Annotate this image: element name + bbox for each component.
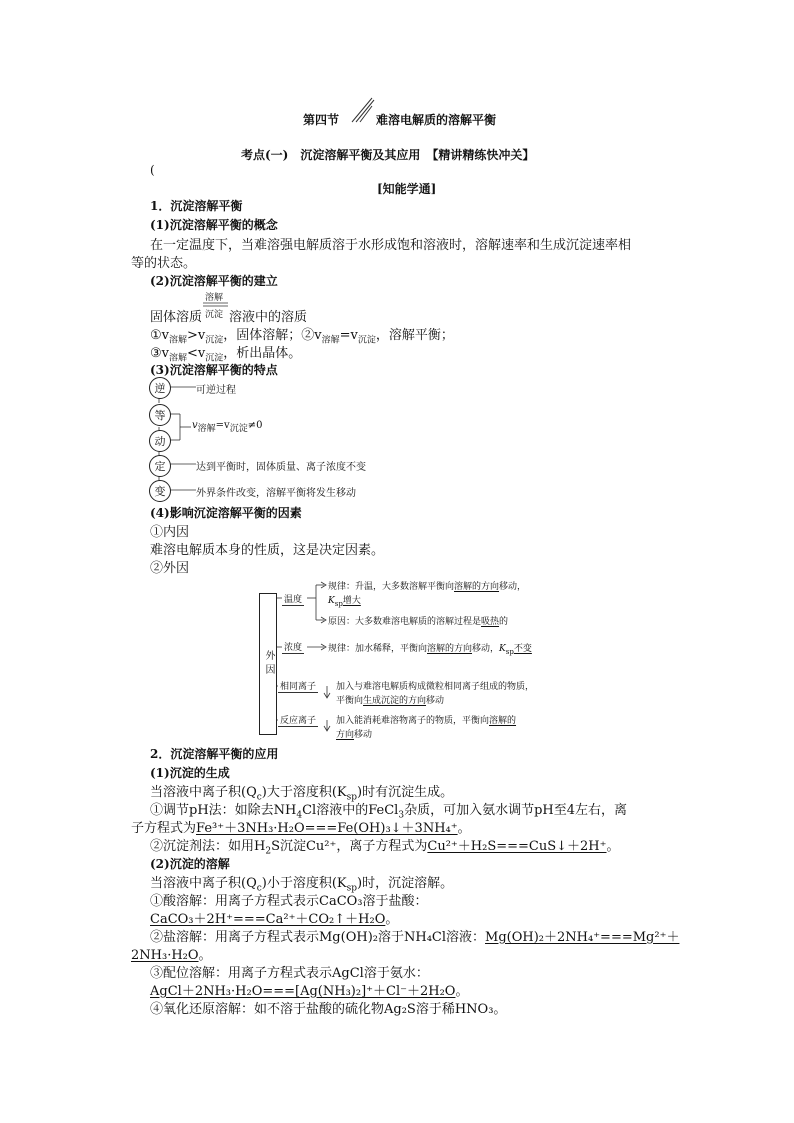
feature-ding-circle: 定 (149, 455, 171, 477)
factor-temperature: 温度 (282, 592, 304, 606)
section-title: 难溶电解质的溶解平衡 (376, 113, 497, 127)
subheading-1-3: (3)沉淀溶解平衡的特点 (150, 363, 278, 377)
coord-dissolve-line1: ③配位溶解：用离子方程式表示AgCl溶于氨水： (150, 966, 429, 981)
zhineng-heading: [知能学通] (377, 182, 437, 196)
case-line-a: $①v_{溶解}>v_{沉淀}$，固体溶解；$②v_{溶解}=v_{沉淀}$，溶解平衡； (150, 328, 454, 346)
external-factors-root: 外因 (259, 593, 277, 735)
common-ion-line2: 平衡向生成沉淀的方向移动 (336, 696, 445, 706)
paragraph-concept-b: 等的状态。 (131, 256, 197, 271)
heading-1: 1．沉淀溶解平衡 (150, 199, 243, 213)
temp-reason: 原因：大多数难溶电解质的溶解过程是吸热的 (328, 617, 509, 627)
temp-rule-line1: 规律：升温，大多数溶解平衡向溶解的方向移动， (328, 582, 527, 592)
ph-method-line1: ①调节pH法：如除去$NH_4Cl$溶液中的FeCl$_3$杂质，可加入氨水调节pH至4左右，离 (150, 803, 627, 821)
acid-dissolve-line1: ①酸溶解：用离子方程式表示CaCO₃溶于盐酸： (150, 894, 428, 909)
redox-dissolve: ④氧化还原溶解：如不溶于盐酸的硫化物Ag₂S溶于稀HNO₃。 (150, 1002, 507, 1017)
paragraph-concept-a: 在一定温度下，当难溶强电解质溶于水形成饱和溶液时，溶解速率和生成沉淀速率相 (150, 238, 632, 253)
heading-2: 2．沉淀溶解平衡的应用 (150, 747, 279, 761)
feature-ni-desc: 可逆过程 (196, 385, 236, 396)
factor-concentration: 浓度 (282, 640, 304, 654)
est-left: 固体溶质 (150, 310, 203, 325)
inner-factor-heading: ①内因 (150, 525, 190, 540)
feature-bian-desc: 外界条件改变，溶解平衡将发生移动 (196, 488, 356, 499)
subheading-1-1: (1)沉淀溶解平衡的概念 (150, 218, 278, 232)
precip-condition: 当溶液中离子积$(Q_c)$大于溶度积$(K_{sp})$时有沉淀生成。 (150, 785, 454, 803)
stray-paren: ( (150, 163, 155, 177)
subheading-1-4: (4)影响沉淀溶解平衡的因素 (150, 506, 302, 520)
precipitant-method: ②沉淀剂法：如用$H_2S$沉淀Cu²⁺，离子方程式为Cu²⁺＋H₂S===CuS↓＋2H⁺。 (150, 839, 620, 857)
temp-rule-line2: $K_{sp}$增大 (328, 596, 361, 608)
section-number: 第四节 (303, 113, 340, 127)
subheading-1-2: (2)沉淀溶解平衡的建立 (150, 274, 278, 288)
ph-method-line2: 子方程式为Fe³⁺＋3NH₃·H₂O===Fe(OH)₃↓＋3NH₄⁺。 (131, 821, 471, 836)
feature-bian-circle: 变 (149, 480, 171, 502)
dissolve-condition: 当溶液中离子积$(Q_c)$小于溶度积$(K_{sp})$时，沉淀溶解。 (150, 876, 454, 894)
outer-factor-heading: ②外因 (150, 561, 190, 576)
feature-deng-dong-desc: $v_{溶解}=v_{沉淀}\ne 0$ (192, 420, 263, 434)
factor-common-ion: 相同离子 (278, 679, 318, 693)
feature-ding-desc: 达到平衡时，固体质量、离子浓度不变 (196, 462, 366, 473)
est-top-label: 溶解 (205, 293, 224, 303)
reacting-ion-line1: 加入能消耗难溶物离子的物质，平衡向溶解的 (336, 716, 517, 726)
feature-deng-circle: 等 (149, 404, 171, 426)
conc-rule: 规律：加水稀释，平衡向溶解的方向移动，$K_{sp}$不变 (328, 644, 532, 656)
common-ion-line1: 加入与难溶电解质构成微粒相同离子组成的物质， (336, 682, 535, 692)
feature-dong-circle: 动 (149, 430, 171, 452)
salt-dissolve-line1: ②盐溶解：用离子方程式表示Mg(OH)₂溶于NH₄Cl溶液：Mg(OH)₂＋2NH₄⁺===Mg²⁺＋ (150, 930, 680, 945)
est-right: 溶液中的溶质 (229, 310, 308, 325)
est-bottom-label: 沉淀 (205, 310, 224, 320)
kaodian-title: 考点(一) 沉淀溶解平衡及其应用 【精讲精练快冲关】 (241, 148, 535, 162)
salt-dissolve-line2: 2NH₃·H₂O。 (131, 948, 212, 963)
subheading-2-1: (1)沉淀的生成 (150, 766, 230, 780)
reacting-ion-line2: 方向移动 (336, 730, 373, 740)
factor-reacting-ion: 反应离子 (278, 713, 318, 727)
case-line-b: $③v_{溶解}<v_{沉淀}$，析出晶体。 (150, 346, 302, 364)
subheading-2-2: (2)沉淀的溶解 (150, 857, 230, 871)
coord-dissolve-line2: AgCl＋2NH₃·H₂O===[Ag(NH₃)₂]⁺＋Cl⁻＋2H₂O。 (150, 984, 469, 999)
feature-ni-circle: 逆 (149, 377, 171, 399)
acid-dissolve-line2: CaCO₃＋2H⁺===Ca²⁺＋CO₂↑＋H₂O。 (150, 912, 399, 927)
inner-factor-text: 难溶电解质本身的性质，这是决定因素。 (150, 543, 385, 558)
